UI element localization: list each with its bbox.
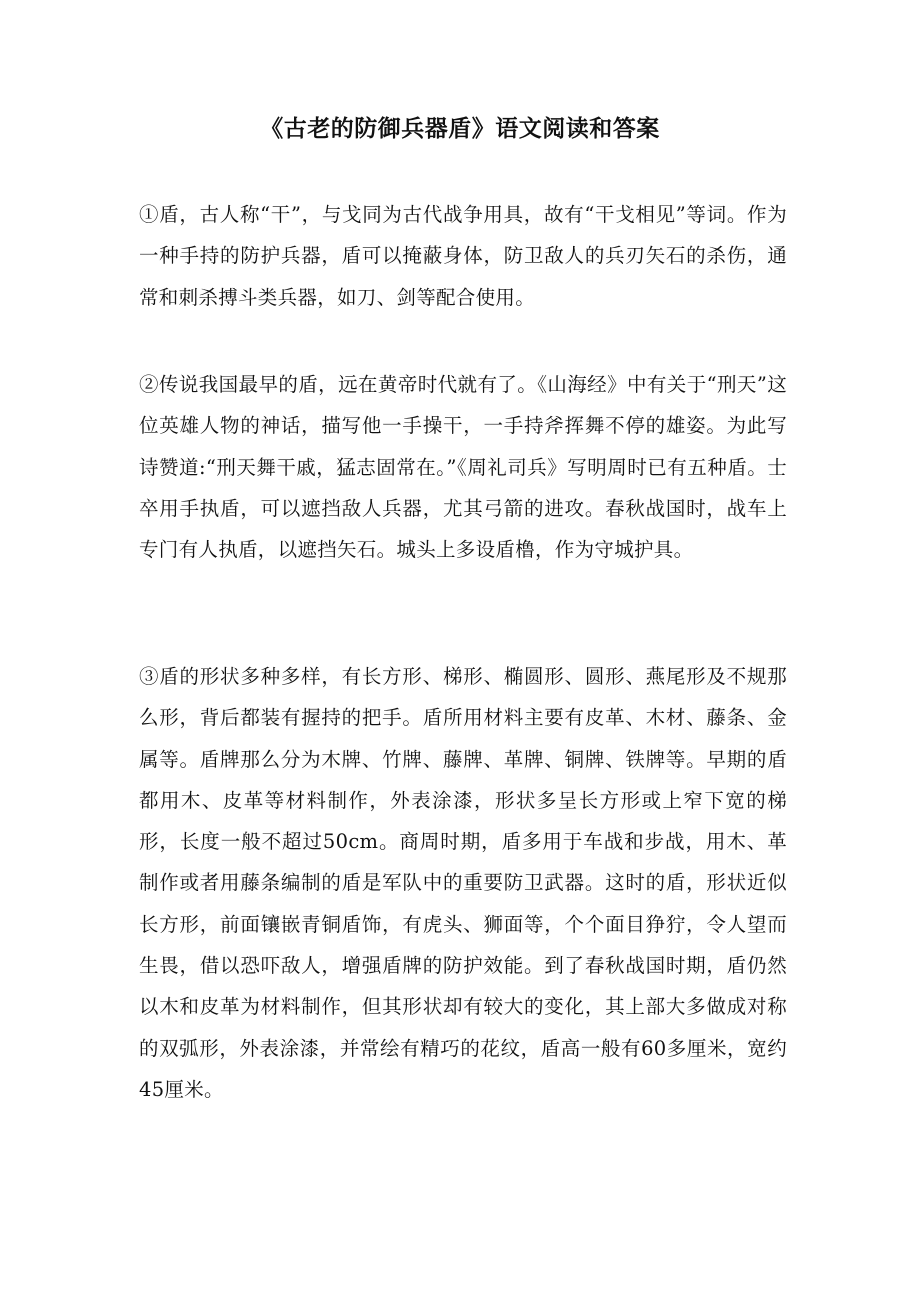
paragraph-3: ③盾的形状多种多样，有长方形、梯形、椭圆形、圆形、燕尾形及不规那么形，背后都装有握持的把手。盾所用材料主要有皮革、木材、藤条、金属等。盾牌那么分为木牌、竹牌、藤牌、革牌、铜牌、铁牌等。早期的盾都用木、皮革等材料制作，外表涂漆，形状多呈长方形或上窄下宽的梯形，长度一般不超过50cm。商周时期，盾多用于车战和步战，用木、革制作或者用藤条编制的盾是军队中的重要防卫武器。这时的盾，形状近似长方形，前面镶嵌青铜盾饰，有虎头、狮面等，个个面目狰狞，令人望而生畏，借以恐吓敌人，增强盾牌的防护效能。到了春秋战国时期，盾仍然以木和皮革为材料制作，但其形状却有较大的变化，其上部大多做成对称的双弧形，外表涂漆，并常绘有精巧的花纹，盾高一般有60多厘米，宽约45厘米。 <box>139 665 787 1101</box>
paragraph-1: ①盾，古人称“干”，与戈同为古代战争用具，故有“干戈相见”等词。作为一种手持的防护兵器，盾可以掩蔽身体，防卫敌人的兵刃矢石的杀伤，通常和刺杀搏斗类兵器，如刀、剑等配合使用。 <box>139 203 787 309</box>
document-title: 《古老的防御兵器盾》语文阅读和答案 <box>260 115 660 142</box>
paragraph-2: ②传说我国最早的盾，远在黄帝时代就有了。《山海经》中有关于“刑天”这位英雄人物的神话，描写他一手操干，一手持斧挥舞不停的雄姿。为此写诗赞道:“刑天舞干戚，猛志固常在。”《周礼司兵》写明周时已有五种盾。士卒用手执盾，可以遮挡敌人兵器，尤其弓箭的进攻。春秋战国时，战车上专门有人执盾，以遮挡矢石。城头上多设盾橹，作为守城护具。 <box>139 373 787 562</box>
